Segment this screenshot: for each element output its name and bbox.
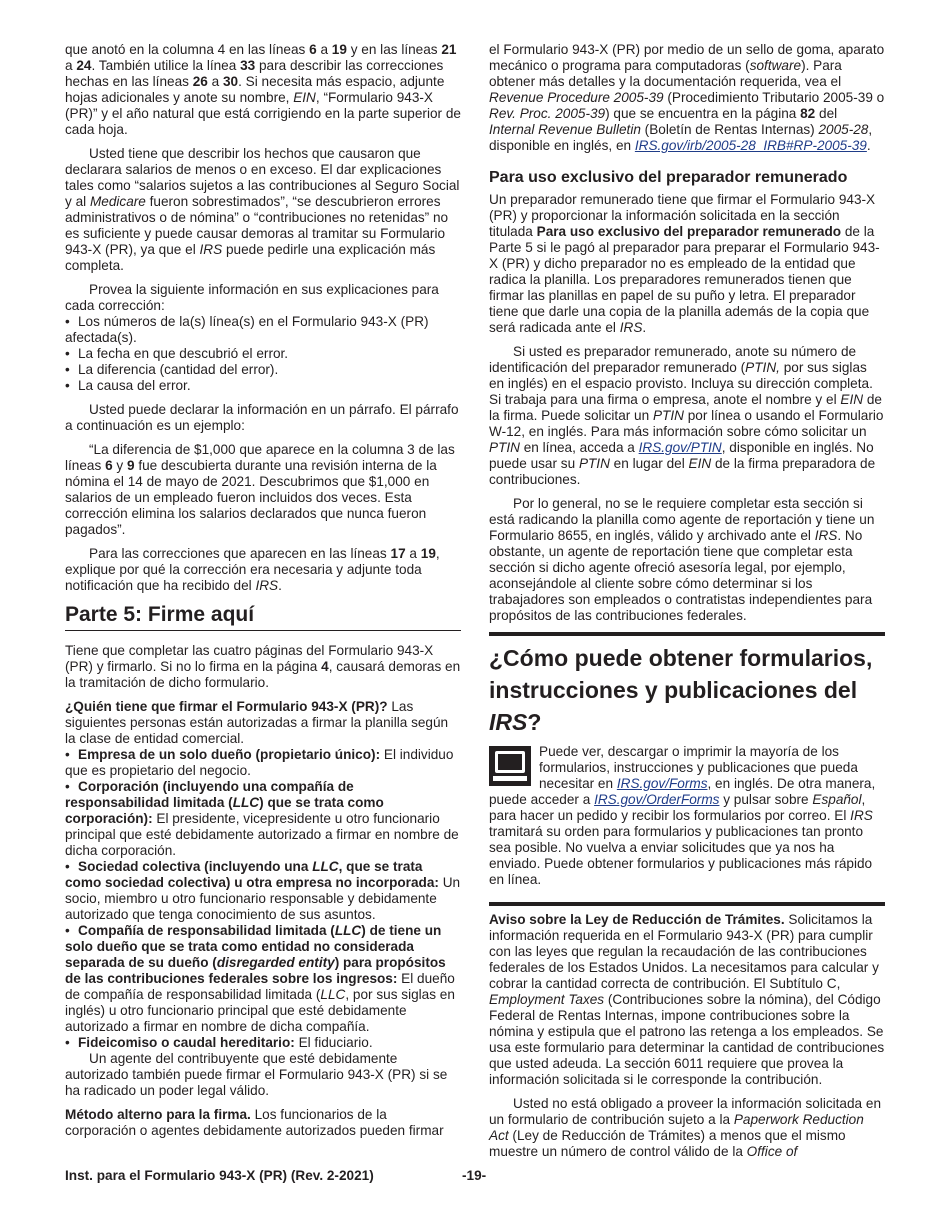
paragraph: Usted puede declarar la información en un párrafo. El párrafo a continuación es un ejemplo: <box>65 402 459 433</box>
section-title: Para uso exclusivo del preparador remunerado <box>489 169 848 186</box>
paragraph: el Formulario 943-X (PR) por medio de un sello de goma, aparato mecánico o programa para computadoras (software). Para obtener más detalles y la documentación requerida, vea el Revenue Procedure 2005-39 (Procedimiento Tributario 2005-39 o Rev. Proc. 2005-39) que se encuentra en la página 82 del Internal Revenue Bulletin (Boletín de Rentas Internas) 2005-28, disponible en inglés, en IRS.gov/irb/2005-28_IRB#RP-2005-39. <box>489 42 885 153</box>
paragraph: ¿Quién tiene que firmar el Formulario 943-X (PR)? Las siguientes personas están autorizadas a firmar la planilla según la clase de entidad comercial. <box>65 699 449 746</box>
paragraph: Usted no está obligado a proveer la información solicitada en un formulario de contribución sujeto a la Paperwork Reduction Act (Ley de Reducción de Trámites) a menos que el mismo muestre un número de control válido de la Office of <box>489 1096 882 1159</box>
divider <box>489 902 885 906</box>
list-item: • La fecha en que descubrió el error. <box>65 346 289 361</box>
list-item: • Empresa de un solo dueño (propietario único): El individuo que es propietario del negocio. <box>65 747 454 778</box>
section-title: Parte 5: Firme aquí <box>65 602 461 631</box>
paragraph: Provea la siguiente información en sus explicaciones para cada corrección: <box>65 282 439 313</box>
paragraph: “La diferencia de $1,000 que aparece en la columna 3 de las líneas 6 y 9 fue descubierta durante una revisión interna de la nómina el 14 de mayo de 2021. Descubrimos que $1,000 en salarios de un empleado fueron incluidos dos veces. Esta corrección elimina los salarios declarados que nunca fueron pagados”. <box>65 442 455 537</box>
computer-icon <box>489 746 531 786</box>
paragraph: Puede ver, descargar o imprimir la mayoría de los formularios, instrucciones y publicaciones que pueda necesitar en IRS.gov/Forms, en inglés. De otra manera, puede acceder a IRS.gov/OrderForms y pulsar sobre Español, para hacer un pedido y recibir los formularios por correo. El IRS tramitará su orden para formularios y publicaciones tan pronto sea posible. No vuelva a enviar solicitudes que ya nos ha enviado. Puede obtener formularios y publicaciones más rápido en línea. <box>489 744 876 887</box>
paragraph: Por lo general, no se le requiere completar esta sección si está radicando la planilla como agente de reportación y tiene un Formulario 8655, en inglés, válido y archivado ante el IRS. No obstante, un agente de reportación tiene que completar esta sección si dicho agente ofreció asesoría legal, por ejemplo, aconsejándole al cliente sobre cómo determinar si los trabajadores son empleados o contratistas independientes para propósitos de las contribuciones federales. <box>489 496 875 623</box>
paragraph: Método alterno para la firma. Los funcionarios de la corporación o agentes debidamente autorizados pueden firmar <box>65 1107 444 1138</box>
right-column <box>489 42 885 1168</box>
list-item: • Sociedad colectiva (incluyendo una LLC, que se trata como sociedad colectiva) u otra empresa no incorporada: Un socio, miembro u otro funcionario responsable y debidamente autorizado que tenga conocimiento de sus asuntos. <box>65 859 461 922</box>
page-number: -19- <box>462 1168 487 1183</box>
paragraph: Aviso sobre la Ley de Reducción de Trámites. Solicitamos la información requerida en el Formulario 943-X (PR) para cumplir con las leyes que regulan la recaudación de las contribuciones federales de los Estados Unidos. La necesitamos para calcular y cobrar la cantidad correcta de contribución. El Subtítulo C, Employment Taxes (Contribuciones sobre la nómina), del Código Federal de Rentas Internas, impone contribuciones sobre la nómina y estipula que el patrono las retenga a los empleados. Se usa este formulario para determinar la cantidad de contribuciones que usted adeuda. La sección 6011 requiere que provea la información solicitada si le corresponde la contribución. <box>489 912 885 1087</box>
paragraph: Un agente del contribuyente que esté debidamente autorizado también puede firmar el Formulario 943-X (PR) si se ha radicado un poder legal válido. <box>65 1051 448 1098</box>
signer-list <box>65 747 461 1051</box>
paragraph: Para las correcciones que aparecen en las líneas 17 a 19, explique por qué la corrección era necesaria y adjunte toda notificación que ha recibido del IRS. <box>65 546 440 593</box>
paragraph: Tiene que completar las cuatro páginas del Formulario 943-X (PR) y firmarlo. Si no lo firma en la página 4, causará demoras en la tramitación de dicho formulario. <box>65 643 461 690</box>
irb-link[interactable]: IRS.gov/irb/2005-28_IRB#RP-2005-39 <box>634 138 867 153</box>
list-item: • Compañía de responsabilidad limitada (LLC) de tiene un solo dueño que se trata como entidad no considerada separada de su dueño (disregarded entity) para propósitos de las contribuciones federales sobre los ingresos: El dueño de compañía de responsabilidad limitada (LLC, por sus siglas en inglés) u otro funcionario principal que esté debidamente autorizado a firmar en nombre de dicha compañía. <box>65 923 455 1034</box>
paragraph: Un preparador remunerado tiene que firmar el Formulario 943-X (PR) y proporcionar la información solicitada en la sección titulada Para uso exclusivo del preparador remunerado de la Parte 5 si le pagó al preparador para preparar el Formulario 943-X (PR) y dicho preparador no es empleado de la entidad que radica la planilla. Los preparadores remunerados tienen que firmar las planillas en papel de su puño y letra. El preparador tiene que darle una copia de la planilla además de la copia que será radicada ante el IRS. <box>489 192 880 335</box>
order-forms-link[interactable]: IRS.gov/OrderForms <box>594 792 720 807</box>
ptin-link[interactable]: IRS.gov/PTIN <box>638 440 722 455</box>
list-item: • Los números de la(s) línea(s) en el Formulario 943-X (PR) afectada(s). <box>65 314 429 345</box>
list-item: • Corporación (incluyendo una compañía de responsabilidad limitada (LLC) que se trata como corporación): El presidente, vicepresidente u otro funcionario principal que esté debidamente autorizado a firmar en nombre de dicha corporación. <box>65 779 459 858</box>
paragraph: Si usted es preparador remunerado, anote su número de identificación del preparador remunerado (PTIN, por sus siglas en inglés) en el espacio provisto. Incluya su dirección completa. Si trabaja para una firma o empresa, anote el nombre y el EIN de la firma. Puede solicitar un PTIN por línea o usando el Formulario W-12, en inglés. Para más información sobre cómo solicitar un PTIN en línea, acceda a IRS.gov/PTIN, disponible en inglés. No puede usar su PTIN en lugar del EIN de la firma preparadora de contribuciones. <box>489 344 884 487</box>
left-column <box>65 42 461 1147</box>
section-title: ¿Cómo puede obtener formularios, instrucciones y publicaciones del IRS? <box>489 632 885 738</box>
page-footer <box>65 1168 885 1184</box>
list-item: • Fideicomiso o caudal hereditario: El fiduciario. <box>65 1035 373 1050</box>
list-item: • La causa del error. <box>65 378 191 393</box>
paragraph: Usted tiene que describir los hechos que causaron que declarara salarios de menos o en exceso. El dar explicaciones tales como “salarios sujetos a las contribuciones al Seguro Social y al Medicare fueron sobrestimados”, “se descubrieron errores administrativos o de nómina” o “contribuciones no retenidas” no es suficiente y puede causar demoras al tramitar su Formulario 943-X (PR), ya que el IRS puede pedirle una explicación más completa. <box>65 146 460 273</box>
paragraph: que anotó en la columna 4 en las líneas 6 a 19 y en las líneas 21 a 24. También utilice la línea 33 para describir las correcciones hechas en las líneas 26 a 30. Si necesita más espacio, adjunte hojas adicionales y anote su nombre, EIN, “Formulario 943-X (PR)” y el año natural que está corrigiendo en la parte superior de cada hoja. <box>65 42 461 137</box>
bullet-list <box>65 314 461 394</box>
forms-link[interactable]: IRS.gov/Forms <box>616 776 708 791</box>
list-item: • La diferencia (cantidad del error). <box>65 362 279 377</box>
footer-title: Inst. para el Formulario 943-X (PR) (Rev. 2-2021) <box>65 1168 374 1183</box>
